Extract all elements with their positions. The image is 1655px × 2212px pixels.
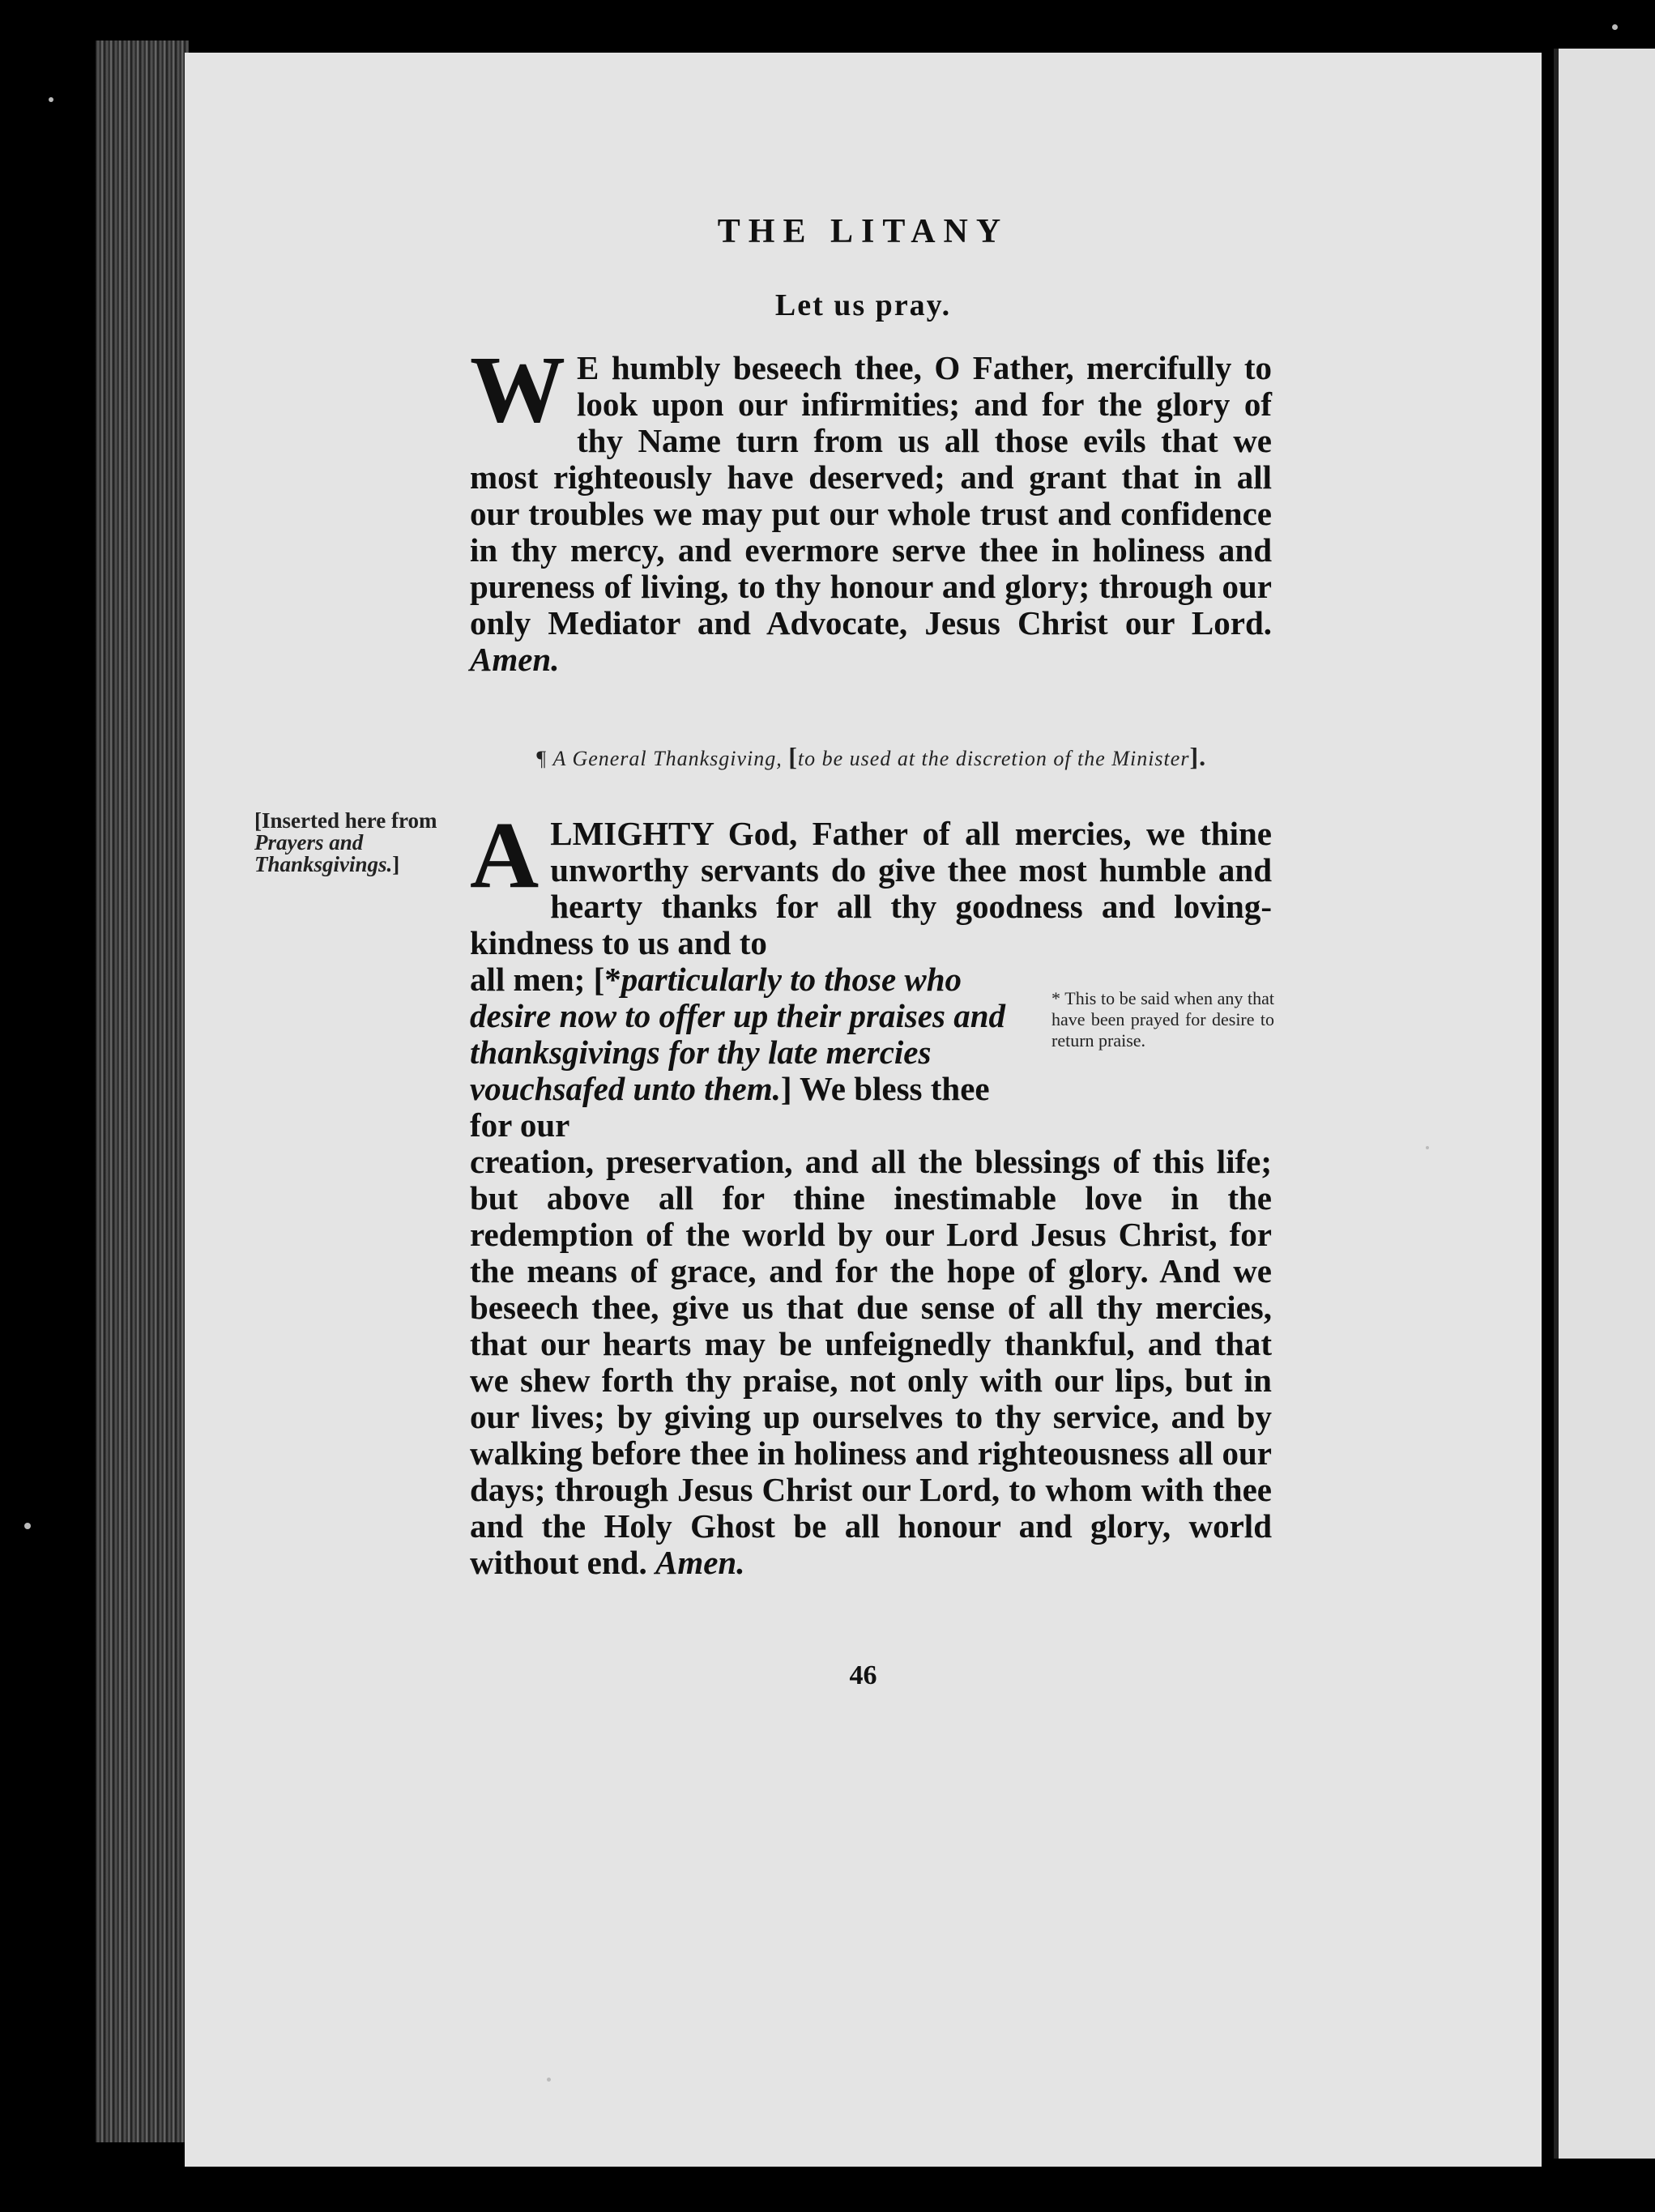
margin-note-plain: Inserted here from bbox=[262, 808, 437, 833]
inset-tail: We bless thee for our bbox=[470, 1070, 990, 1144]
rubric-italic-first: A General Thanksgiving, bbox=[552, 747, 783, 770]
thanksgiving-paragraph bbox=[470, 802, 1272, 961]
page-subtitle: Let us pray. bbox=[774, 288, 952, 322]
side-note: * This to be said when any that have been prayed for desire to return praise. bbox=[1051, 988, 1274, 1051]
rubric-italic-second: to be used at the discretion of the Minister bbox=[797, 747, 1190, 770]
amen-text: Amen. bbox=[470, 641, 560, 678]
thanksgiving-head-text: LMIGHTY God, Father of all mercies, we thine unworthy servants do give thee most humble and hearty thanks for all thy goodness and loving-kindness to us and to bbox=[470, 815, 1272, 961]
prayer-text: E humbly beseech thee, O Father, mercifully to look upon our infirmities; and for the glory of thy Name turn from us all those evils that we most righteously have deserved; and grant that in all our troubles we may put our whole trust and confidence in thy mercy, and evermore serve thee in holiness and pureness of living, to thy honour and glory; through our only Mediator and Advocate, Jesus Christ our Lord. bbox=[470, 349, 1272, 641]
margin-note bbox=[254, 810, 439, 876]
prayer-paragraph bbox=[470, 336, 1272, 678]
inset-paragraph bbox=[470, 961, 1021, 1144]
drop-cap: A bbox=[470, 802, 540, 908]
rubric-bracket-open: [ bbox=[788, 742, 798, 771]
inset-bracket-close: ] bbox=[780, 1070, 792, 1107]
general-thanksgiving-opening bbox=[470, 802, 1272, 961]
margin-note-open: [ bbox=[254, 808, 262, 833]
rubric-heading bbox=[470, 744, 1272, 772]
rubric-bracket-close: ]. bbox=[1189, 742, 1207, 771]
drop-cap: W bbox=[470, 336, 565, 442]
margin-note-close: ] bbox=[392, 852, 400, 876]
thanksgiving-rest-paragraph bbox=[470, 1144, 1272, 1581]
thanksgiving-inset bbox=[470, 961, 1021, 1144]
prayer-humbly-beseech bbox=[470, 336, 1272, 678]
pilcrow-mark: ¶ bbox=[535, 747, 548, 770]
page-title: THE LITANY bbox=[717, 213, 1009, 250]
thanksgiving-rest-text: creation, preservation, and all the blessings of this life; but above all for thine inestimable love in the redemption of the world by our Lord Jesus Christ, for the means of grace, and for the hope of glory. And we beseech thee, give us that due sense of all thy mercies, that our hearts may be unfeignedly thankful, and that we shew forth thy praise, not only with our lips, but in our lives; by giving up ourselves to thy service, and by walking before thee in holiness and righteousness all our days; through Jesus Christ our Lord, to whom with thee and the Holy Ghost be all honour and glory, world without end. bbox=[470, 1143, 1272, 1581]
page-number: 46 bbox=[849, 1660, 877, 1690]
general-thanksgiving-continuation bbox=[470, 1144, 1272, 1581]
margin-note-italic: Prayers and Thanksgivings. bbox=[254, 830, 393, 876]
inset-bracket-open: [* bbox=[593, 961, 621, 998]
inset-lead: all men; bbox=[470, 961, 586, 998]
inset-italic-text: particularly to those who desire now to offer up their praises and thanksgivings for thy late mercies vouchsafed unto them. bbox=[470, 961, 1006, 1107]
page-edge-stack bbox=[96, 40, 189, 2142]
amen-text: Amen. bbox=[655, 1544, 745, 1581]
adjacent-page-edge bbox=[1554, 49, 1655, 2159]
